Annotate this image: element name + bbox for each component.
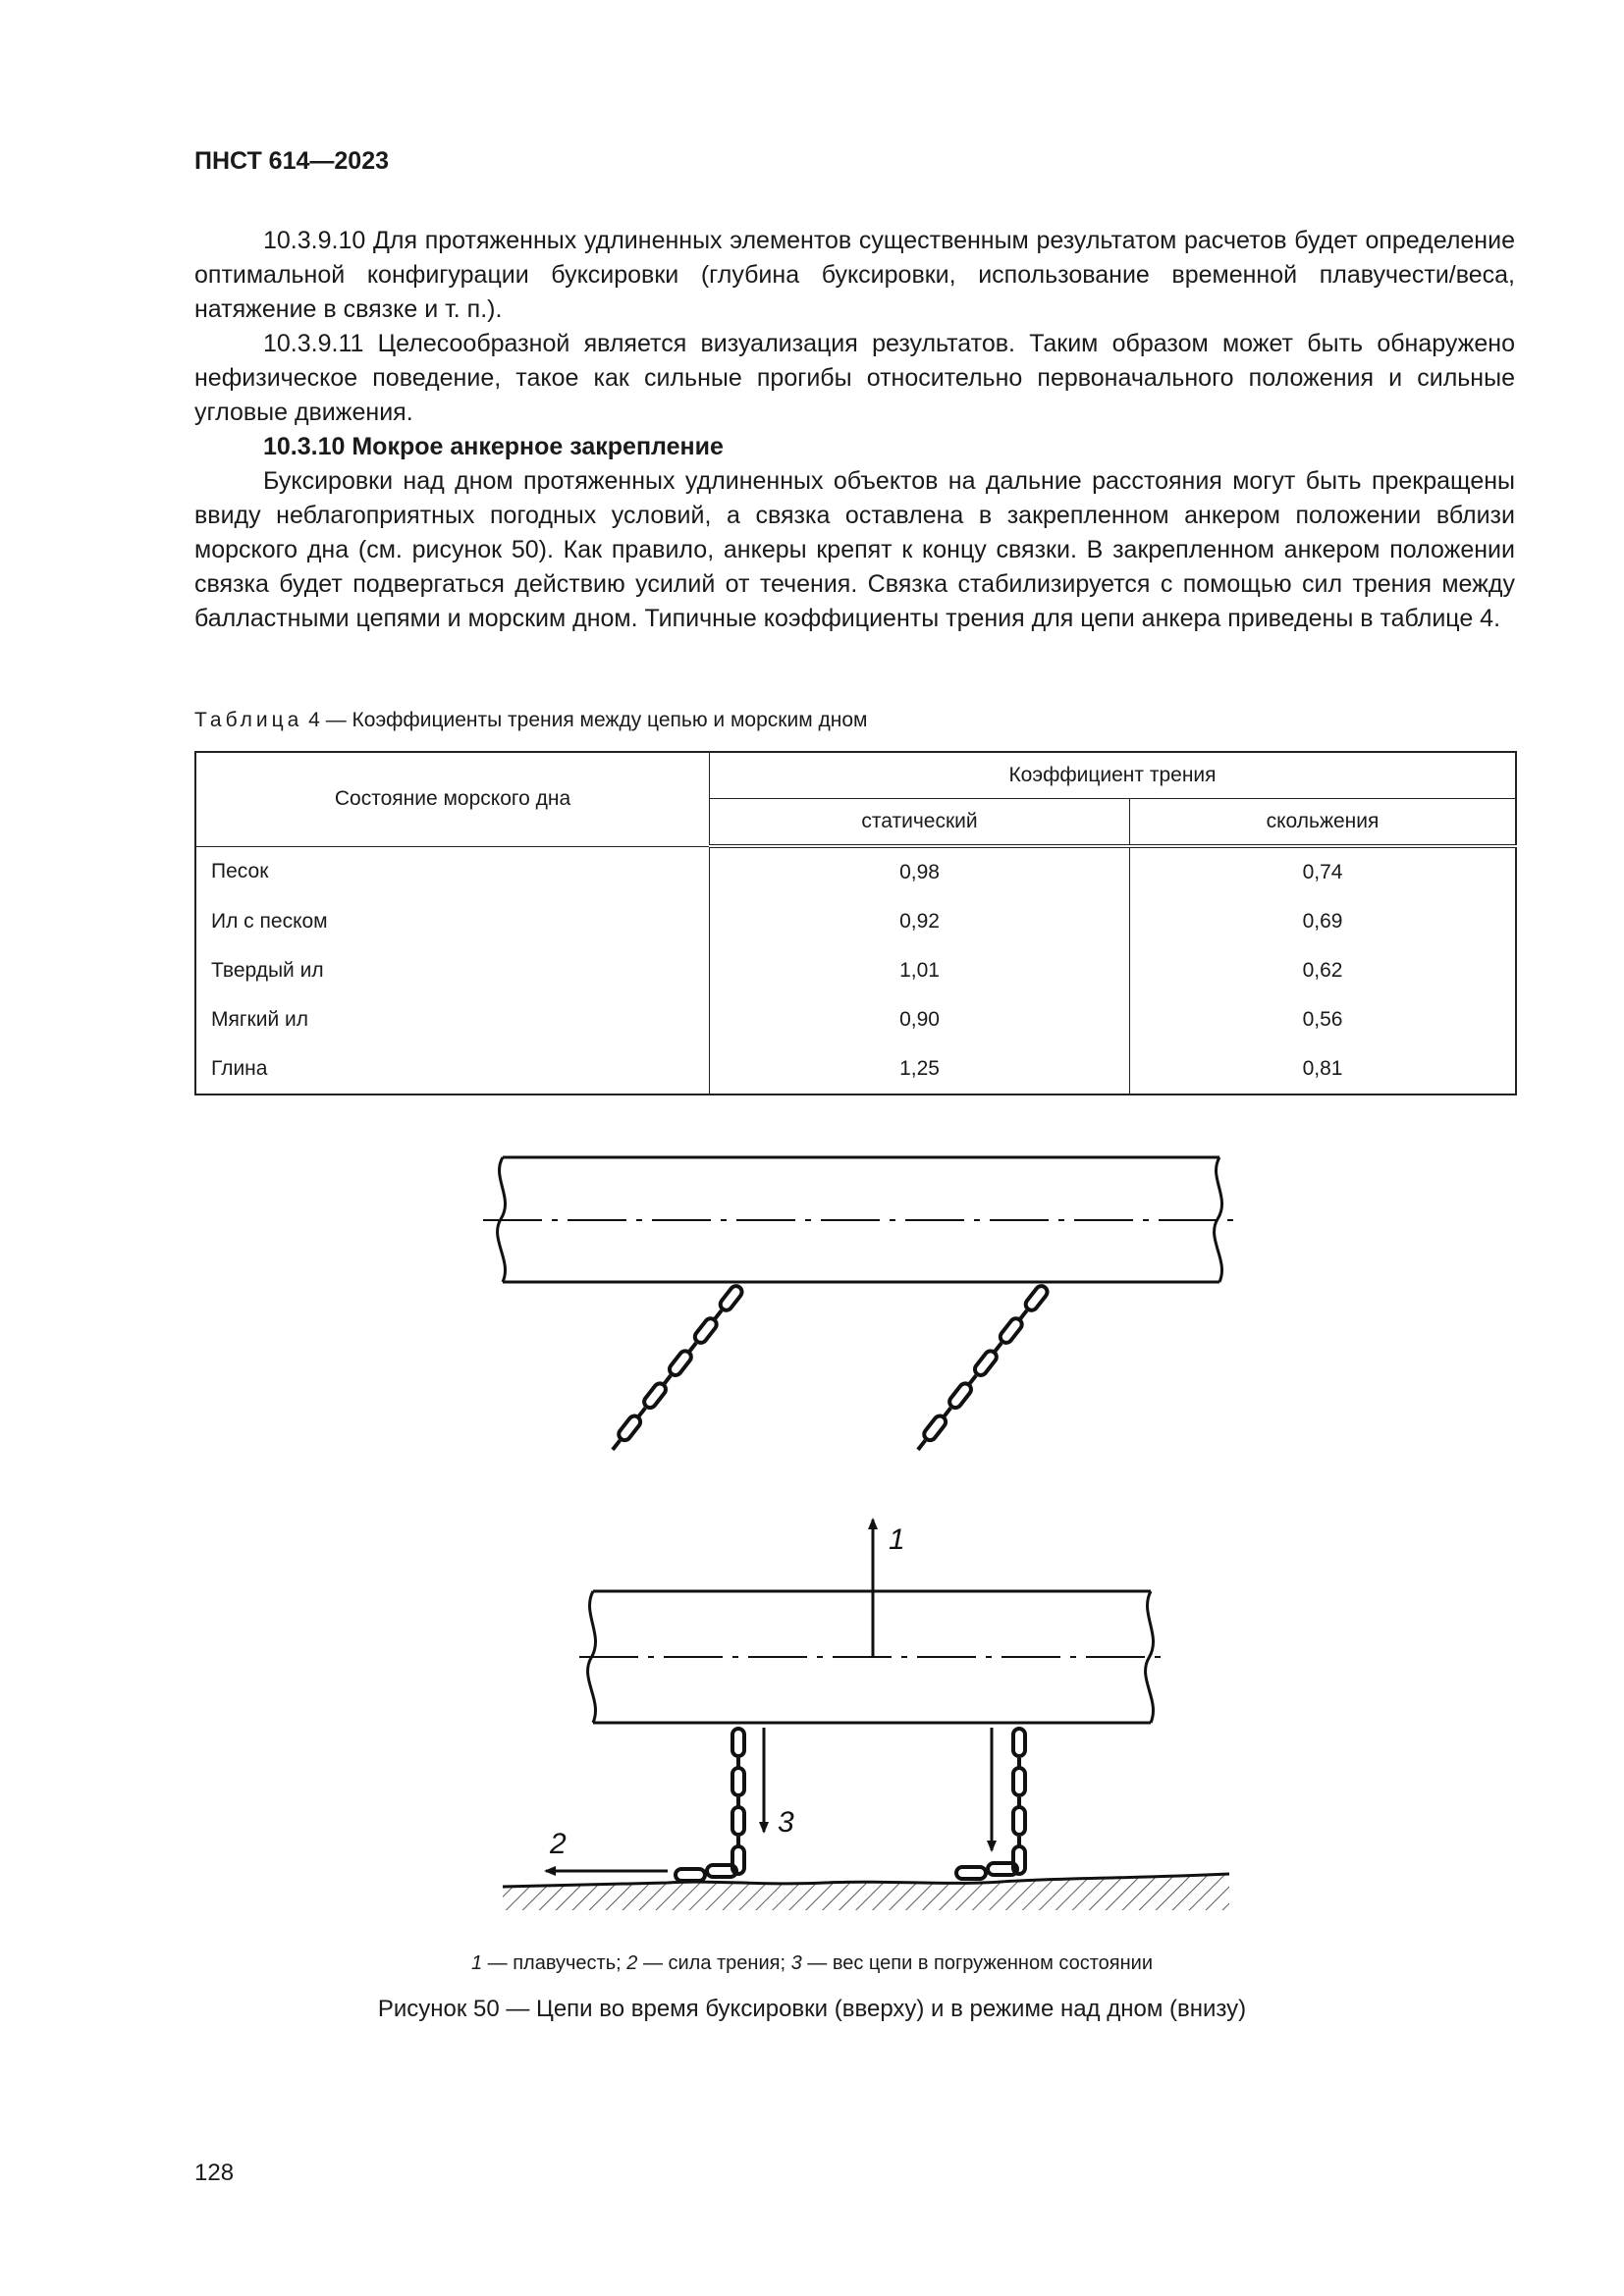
cell-sliding: 0,74 <box>1130 846 1517 897</box>
cell-sliding: 0,62 <box>1130 946 1517 995</box>
cell-state: Твердый ил <box>195 946 710 995</box>
figure-label-1: 1 <box>889 1523 905 1556</box>
header-static: статический <box>710 799 1130 847</box>
page-number: 128 <box>194 2160 235 2186</box>
cell-static: 1,01 <box>710 946 1130 995</box>
cell-state: Мягкий ил <box>195 995 710 1044</box>
paragraph-10-3-9-10: 10.3.9.10 Для протяженных удлиненных элементов существенным результатом расчетов будет определение оптимальной конфигурации буксировки (глубина буксировки, использование временной плавучести/веса, натяжение в связке и т. п.). <box>194 227 1515 323</box>
table-caption-label: Таблица <box>194 709 303 731</box>
chain-bottom-left <box>676 1729 744 1881</box>
legend-text-3: — вес цепи в погруженном состоянии <box>801 1952 1154 1974</box>
chain-top-left <box>608 1284 744 1454</box>
figure-caption: Рисунок 50 — Цепи во время буксировки (вверху) и в режиме над дном (внизу) <box>377 1996 1247 2022</box>
figure-label-2: 2 <box>550 1828 567 1860</box>
header-sliding: скольжения <box>1130 799 1517 847</box>
cell-state: Ил с песком <box>195 897 710 946</box>
section-heading-10-3-10: 10.3.10 Мокрое анкерное закрепление <box>263 433 724 460</box>
table-caption-text: 4 — Коэффициенты трения между цепью и морским дном <box>302 709 868 731</box>
legend-num-2: 2 <box>626 1952 638 1974</box>
chain-top-right <box>913 1284 1050 1454</box>
cell-static: 0,90 <box>710 995 1130 1044</box>
cell-sliding: 0,56 <box>1130 995 1517 1044</box>
cell-state: Глина <box>195 1044 710 1095</box>
document-id: ПНСТ 614—2023 <box>194 147 389 175</box>
cell-static: 1,25 <box>710 1044 1130 1095</box>
legend-num-1: 1 <box>470 1952 483 1974</box>
cell-sliding: 0,69 <box>1130 897 1517 946</box>
paragraph-wet-anchoring: Буксировки над дном протяженных удлиненных объектов на дальние расстояния могут быть прекращены ввиду неблагоприятных погодных условий, а связка оставлена в закрепленном анкером положении вблизи морского дна (см. рисунок 50). Как правило, анкеры крепят к концу связки. В закрепленном анкером положении связка будет подвергаться действию усилий от течения. Связка стабилизируется с помощью сил трения между балластными цепями и морским дном. Типичные коэффициенты трения для цепи анкера приведены в таблице 4. <box>194 467 1515 632</box>
cell-static: 0,92 <box>710 897 1130 946</box>
cell-state: Песок <box>195 846 710 897</box>
figure-legend <box>0 1952 1624 1975</box>
legend-text-1: — плавучесть; <box>482 1952 627 1974</box>
legend-num-3: 3 <box>790 1952 802 1974</box>
cell-sliding: 0,81 <box>1130 1044 1517 1095</box>
header-seabed-state: Состояние морского дна <box>195 752 710 846</box>
towed-pipe-top <box>483 1157 1233 1282</box>
legend-text-2: — сила трения; <box>637 1952 791 1974</box>
figure-label-3: 3 <box>778 1806 794 1839</box>
cell-static: 0,98 <box>710 846 1130 897</box>
paragraph-10-3-9-11: 10.3.9.11 Целесообразной является визуализация результатов. Таким образом может быть обнаружено нефизическое поведение, такое как сильные прогибы относительно первоначального положения и сильные угловые движения. <box>194 330 1515 426</box>
seabed <box>503 1874 1229 1910</box>
header-friction-coefficient: Коэффициент трения <box>710 752 1517 799</box>
